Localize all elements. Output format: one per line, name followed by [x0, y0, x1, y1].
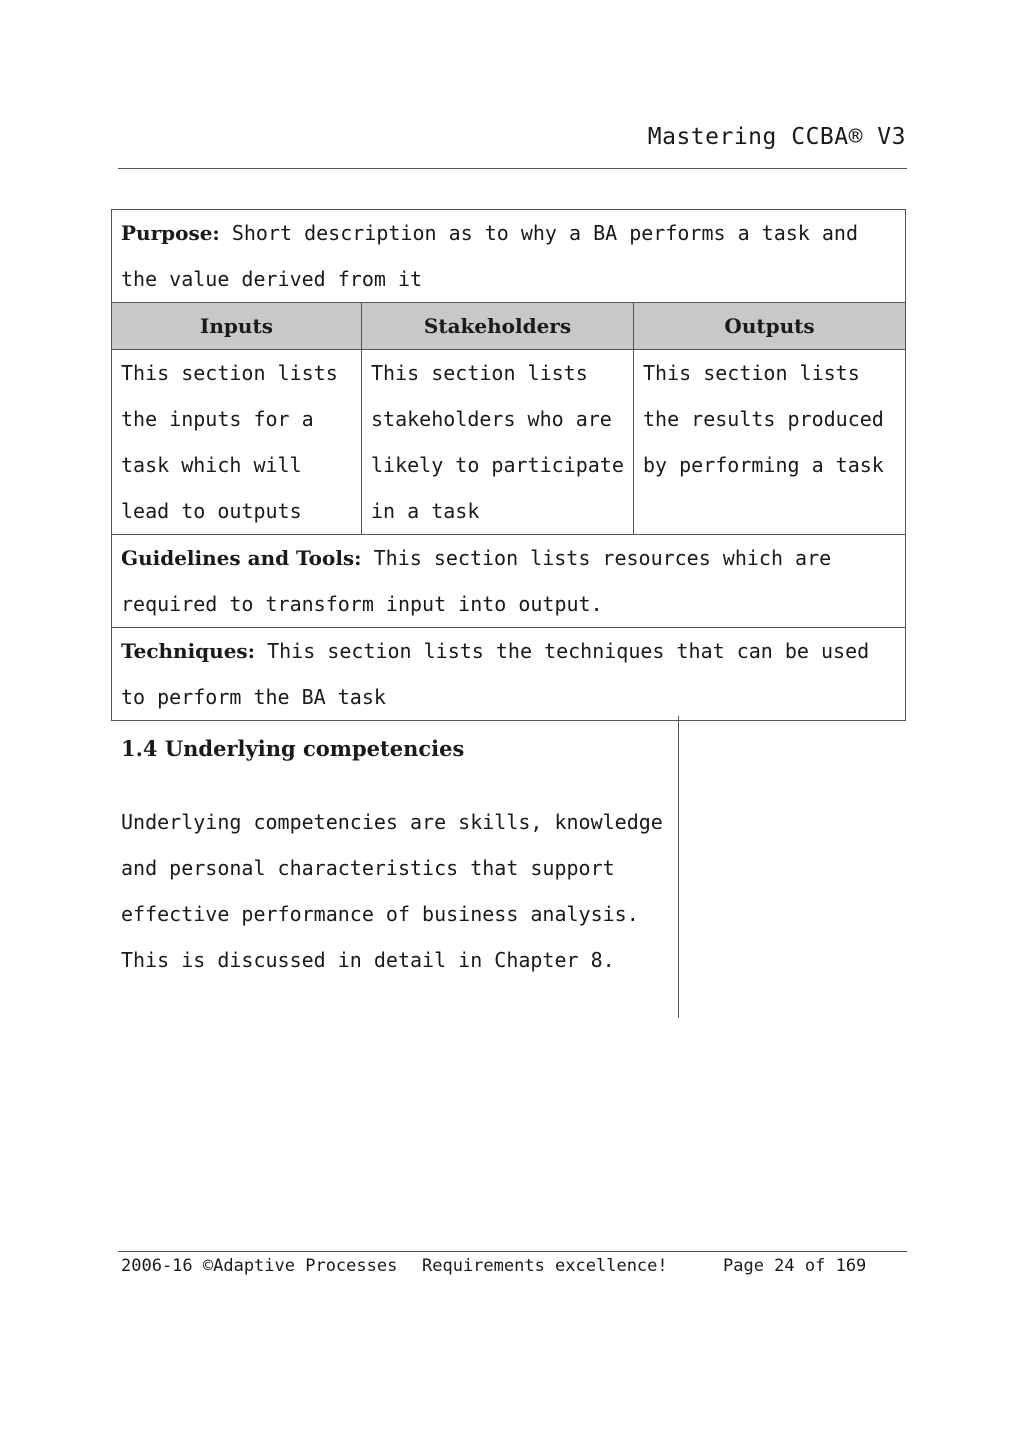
stakeholders-cell: This section lists stakeholders who are likely to participate in a task	[362, 350, 634, 535]
column-header-inputs: Inputs	[112, 303, 362, 350]
techniques-text: This section lists the techniques that can be used to perform the BA task	[121, 639, 870, 709]
purpose-text: Short description as to why a BA performs a task and the value derived from it	[121, 221, 858, 291]
purpose-row	[112, 210, 906, 303]
outputs-cell: This section lists the results produced by performing a task	[634, 350, 906, 535]
task-format-table	[111, 209, 906, 721]
guidelines-cell	[112, 535, 906, 628]
guidelines-row	[112, 535, 906, 628]
techniques-label: Techniques:	[121, 639, 256, 663]
footer-copyright: 2006-16 ©Adaptive Processes	[121, 1256, 398, 1276]
section-body: Underlying competencies are skills, knowledge and personal characteristics that support effective performance of business analysis. This is discussed in detail in Chapter 8.	[121, 810, 663, 972]
header-divider	[118, 168, 907, 169]
purpose-cell	[112, 210, 906, 303]
column-header-stakeholders: Stakeholders	[362, 303, 634, 350]
techniques-row	[112, 628, 906, 721]
inputs-cell: This section lists the inputs for a task which will lead to outputs	[112, 350, 362, 535]
footer-divider	[118, 1251, 907, 1252]
footer-page-number: Page 24 of 169	[723, 1256, 867, 1276]
column-header-outputs: Outputs	[634, 303, 906, 350]
column-divider	[678, 716, 679, 1018]
techniques-cell	[112, 628, 906, 721]
guidelines-label: Guidelines and Tools:	[121, 546, 362, 570]
section-heading: 1.4 Underlying competencies	[121, 736, 465, 761]
footer-tagline: Requirements excellence!	[422, 1256, 668, 1276]
page-header-title: Mastering CCBA® V3	[647, 124, 906, 150]
table-row	[112, 350, 906, 535]
guidelines-text: This section lists resources which are required to transform input into output.	[121, 546, 832, 616]
purpose-label: Purpose:	[121, 221, 220, 245]
table-header-row	[112, 303, 906, 350]
